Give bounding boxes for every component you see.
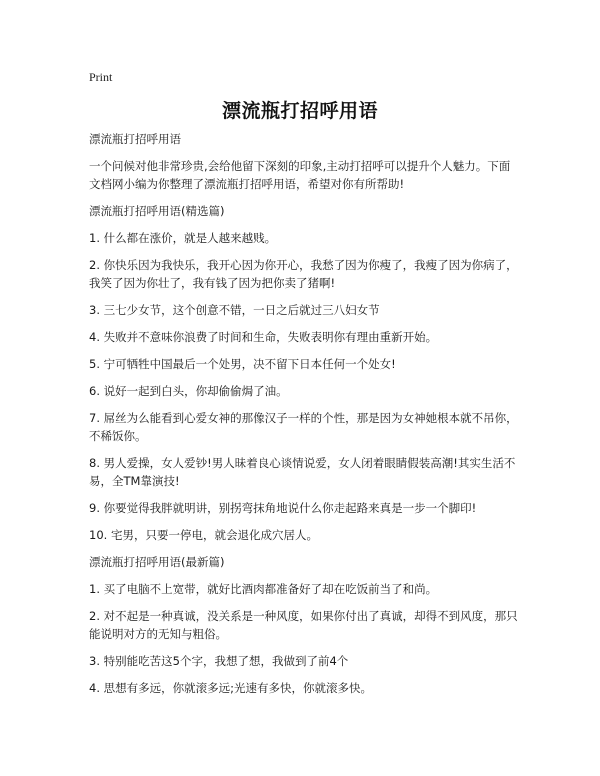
list-item: 4. 思想有多远，你就滚多远;光速有多快，你就滚多快。 bbox=[89, 681, 372, 695]
document-body bbox=[89, 130, 521, 706]
section-heading-latest: 漂流瓶打招呼用语(最新篇) bbox=[89, 555, 225, 569]
list-item: 3. 三七少女节，这个创意不错，一日之后就过三八妇女节 bbox=[89, 303, 380, 317]
print-label: Print bbox=[89, 70, 113, 84]
intro-paragraph: 一个问候对他非常珍贵,会给他留下深刻的印象,主动打招呼可以提升个人魅力。下面文档网小编为你整理了漂流瓶打招呼用语，希望对你有所帮助! bbox=[89, 159, 511, 191]
list-item: 8. 男人爱操，女人爱钞!男人昧着良心谈情说爱，女人闭着眼睛假装高潮!其实生活不易，全TM靠演技! bbox=[89, 456, 516, 488]
list-item: 4. 失败并不意味你浪费了时间和生命，失败表明你有理由重新开始。 bbox=[89, 330, 438, 344]
list-item: 2. 你快乐因为我快乐，我开心因为你开心，我愁了因为你瘦了，我瘦了因为你病了，我笑了因为你壮了，我有钱了因为把你卖了猪啊! bbox=[89, 258, 518, 290]
list-item: 7. 屌丝为么能看到心爱女神的那像汉子一样的个性，那是因为女神她根本就不吊你，不稀饭你。 bbox=[89, 411, 518, 443]
list-item: 2. 对不起是一种真诚，没关系是一种风度，如果你付出了真诚，却得不到风度，那只能说明对方的无知与粗俗。 bbox=[89, 609, 518, 641]
list-item: 3. 特别能吃苦这5个字，我想了想，我做到了前4个 bbox=[89, 654, 349, 668]
list-item: 6. 说好一起到白头，你却偷偷焗了油。 bbox=[89, 384, 288, 398]
list-item: 9. 你要觉得我胖就明讲，别拐弯抹角地说什么你走起路来真是一步一个脚印! bbox=[89, 501, 477, 515]
list-item: 5. 宁可牺牲中国最后一个处男，决不留下日本任何一个处女! bbox=[89, 357, 396, 371]
list-item: 10. 宅男，只要一停电，就会退化成穴居人。 bbox=[89, 528, 318, 542]
list-item: 1. 买了电脑不上宽带，就好比酒肉都准备好了却在吃饭前当了和尚。 bbox=[89, 582, 438, 596]
list-item: 1. 什么都在涨价，就是人越来越贱。 bbox=[89, 231, 277, 245]
page-title: 漂流瓶打招呼用语 bbox=[221, 100, 378, 122]
section-heading-selected: 漂流瓶打招呼用语(精选篇) bbox=[89, 204, 225, 218]
document-subtitle: 漂流瓶打招呼用语 bbox=[89, 132, 181, 146]
